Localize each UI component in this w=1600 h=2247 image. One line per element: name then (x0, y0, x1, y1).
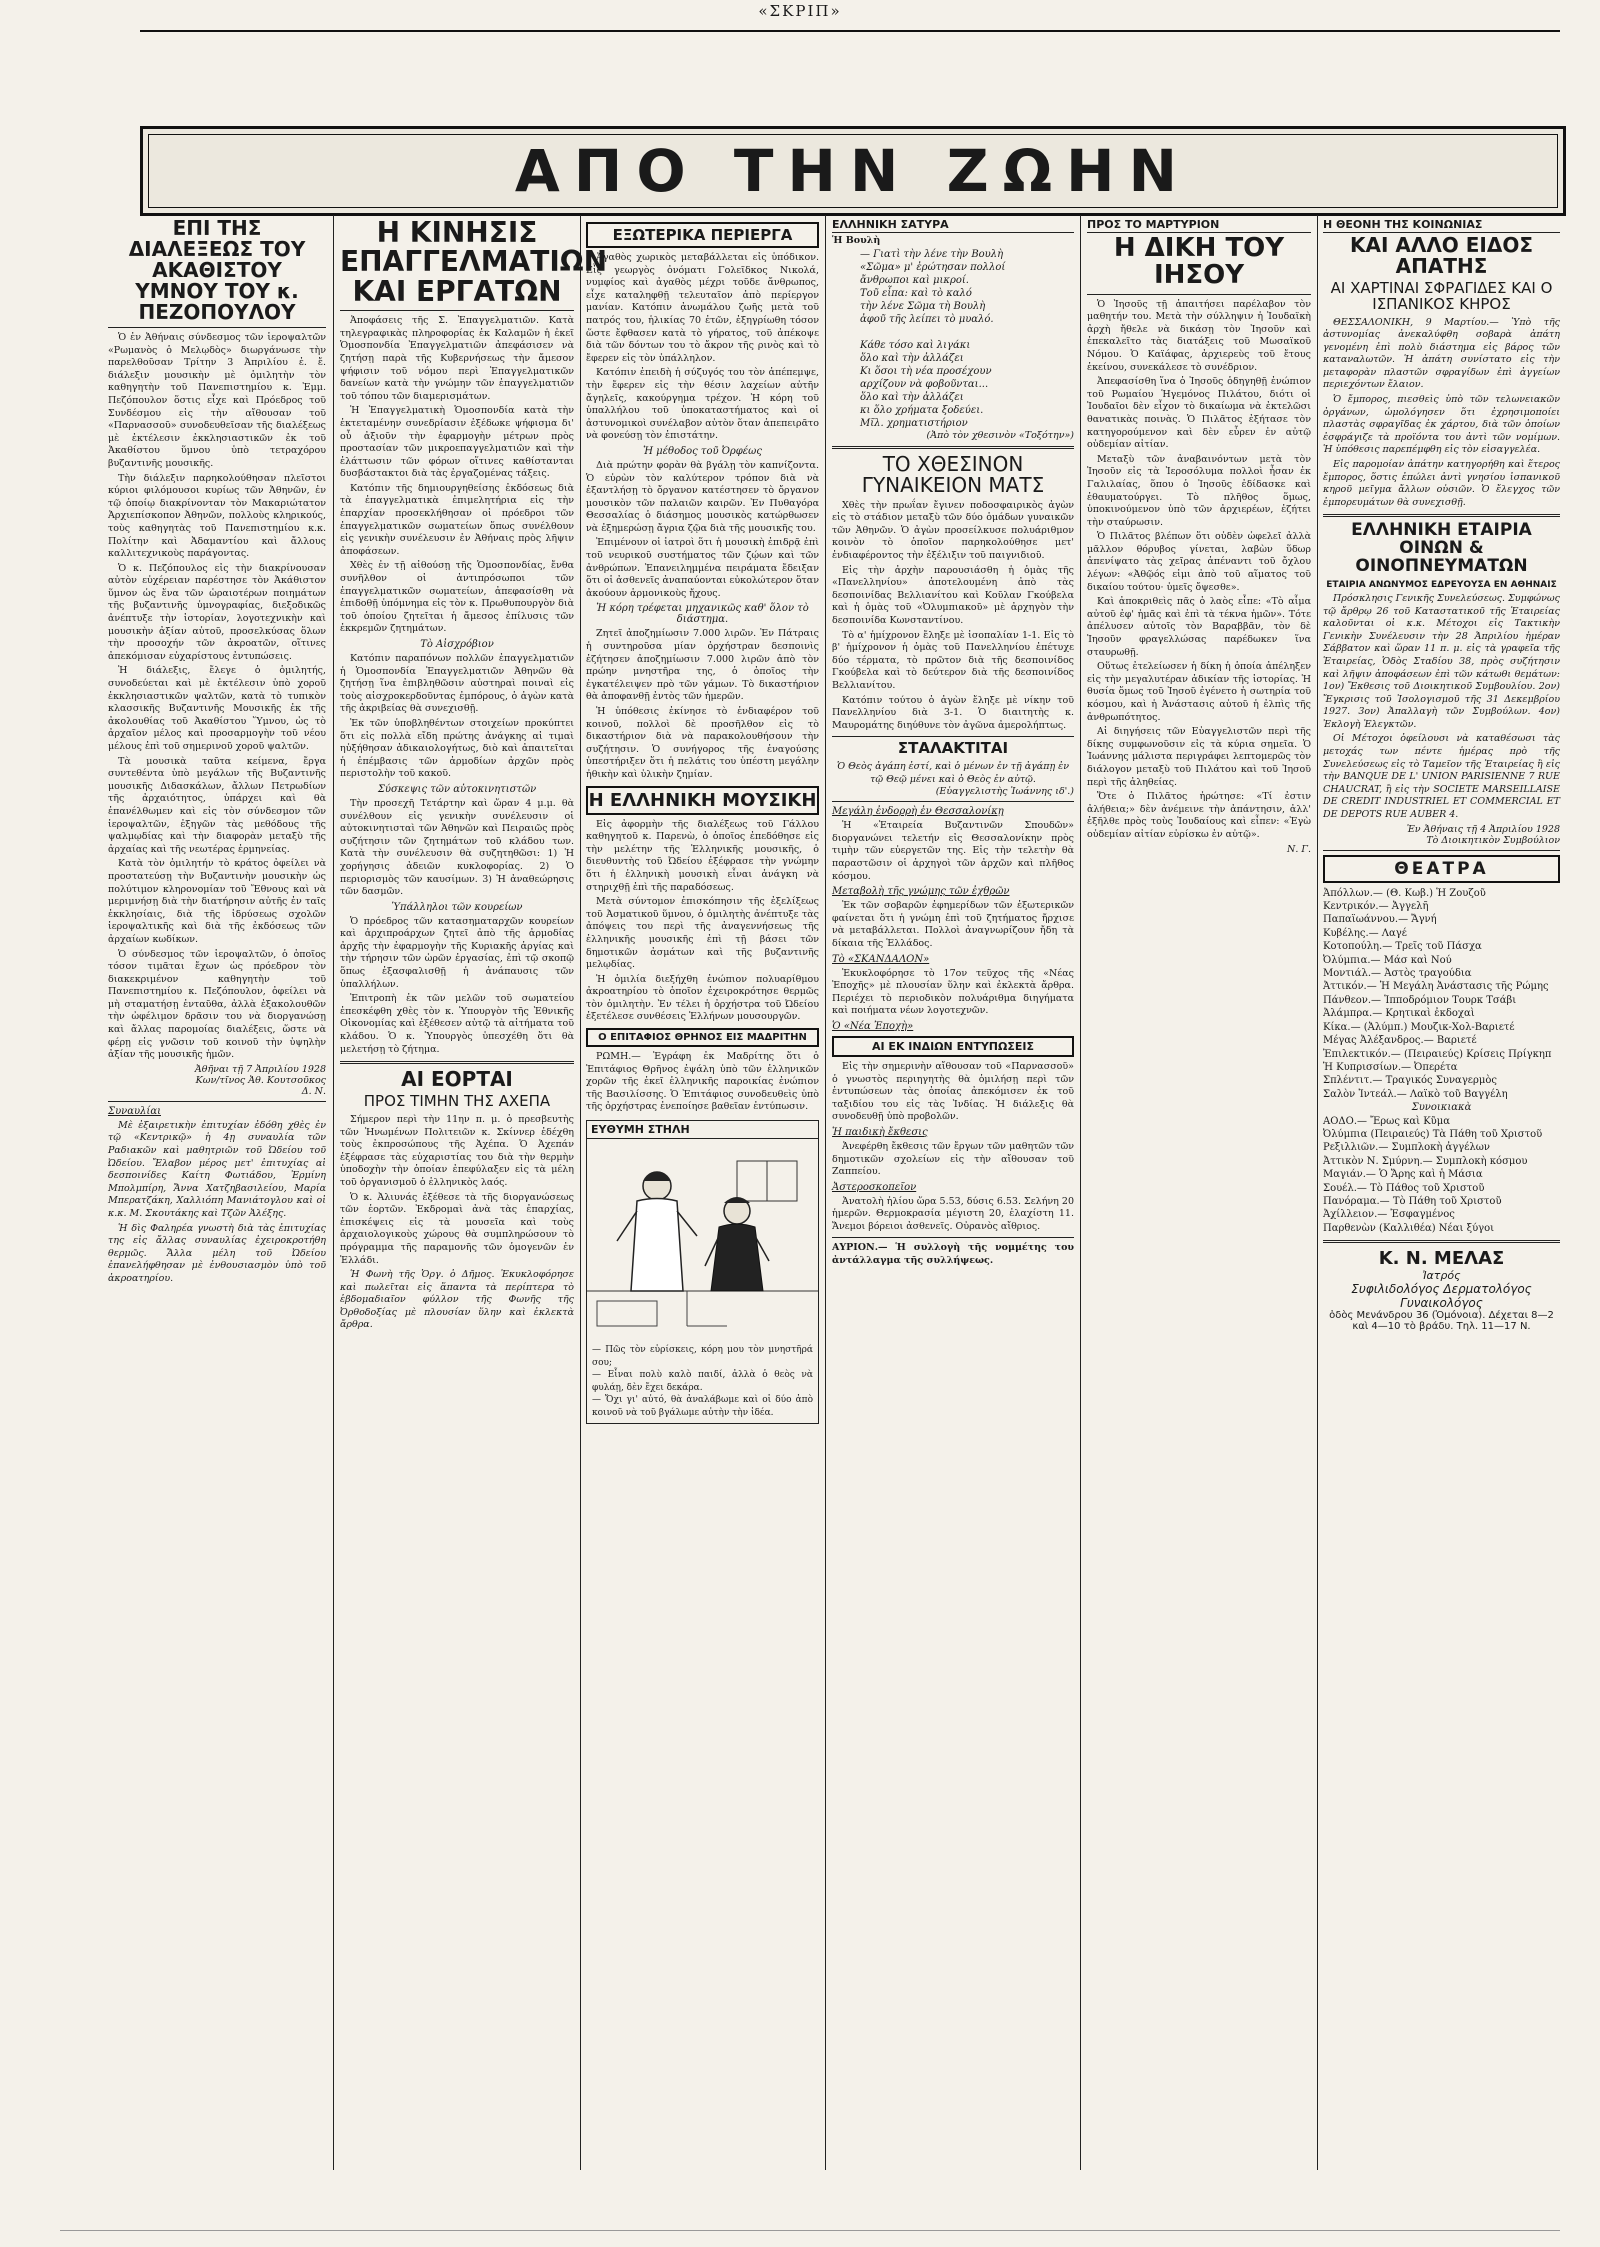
signature: Ἀθῆναι τῇ 7 Ἀπριλίου 1928 Κων/τῖνος Ἀθ. Κουτσοῦκος Δ. Ν. (194, 1063, 326, 1097)
article-body (832, 1141, 1074, 1179)
paragraph: Ὁ κ. Πεζόπουλος εἰς τὴν διακρίνουσαν αὐτὸν εὐχέρειαν παρέστησε τὸν Ἀκάθιστον ὕμνον ὡς ἕνα τῶν ὡραιοτέρων ποιημάτων τῆς βυζαντινῆς ὑμνογραφίας, διεξοδικῶς ἀνέπτυξε τὴν ἱστορίαν, λογοτεχνικὴν καὶ μουσικὴν ἀξίαν αὐτοῦ, προσελκύσας ὅλων τὴν προσοχήν τῶν ἀκροατῶν, οἵτινες ἀπεκόμισαν εὐχαρίστους ἐντυπώσεις. (108, 562, 326, 662)
paragraph: Ἡ «Ἑταιρεία Βυζαντινῶν Σπουδῶν» διοργανώνει τελετήν εἰς Θεσσαλονίκην πρὸς τιμὴν τῶν εὐεργετῶν της. Εἰς τὴν τελετὴν θὰ παραστῶσιν οἱ ἀρχηγοὶ τῶν ἀρχῶν καὶ πλῆθος κόσμου. (832, 820, 1074, 882)
paragraph: Τὴν διάλεξιν παρηκολούθησαν πλεῖστοι κύριοι φιλόμουσοι κυρίως τῶν Ἀθηνῶν, ἐν τῷ ὁποίῳ διακρίνονταν τὸν Μακαριώτατον Ἀρχιεπίσκοπον Ἀθηνῶν, πολλοὺς κληρικούς, τοὺς καθηγητὰς τοῦ Πανεπιστημίου κ.κ. Πολίτην καὶ Ἀδαμαντίου καὶ ἄλλους καλλιτεχνικοὺς παράγοντας. (108, 472, 326, 560)
column-4 (832, 218, 1074, 2168)
paragraph: Μετὰ σύντομον ἐπισκόπησιν τῆς ἐξελίξεως τοῦ Ἀσματικοῦ ὕμνου, ὁ ὁμιλητὴς ἀνέπτυξε τὰς ἀπόψεις του περὶ τῆς ἀναγεννήσεως τῆς ἑλληνικῆς μουσικῆς ἐπὶ τῇ βάσει τῶν δημοτικῶν ἀσμάτων καὶ τῆς βυζαντινῆς μελῳδίας. (586, 896, 819, 971)
theatre-item: Μοντιάλ.— Ἀστὸς τραγούδια (1323, 968, 1472, 980)
theatre-item: Σουέλ.— Τὸ Πάθος τοῦ Χριστοῦ (1323, 1182, 1485, 1194)
article-body (586, 819, 819, 1025)
paragraph: Καὶ ἀποκριθεὶς πᾶς ὁ λαὸς εἶπε: «Τὸ αἷμα αὐτοῦ ἐφ' ἡμᾶς καὶ ἐπὶ τὰ τέκνα ἡμῶν». Τότε ἀπέλυσεν αὐτοῖς τὸν Βαραββᾶν, τὸν δὲ Ἰησοῦν φραγελλώσας παρέδωκεν ἵνα σταυρωθῇ. (1087, 596, 1311, 658)
notice-subheading: ΕΤΑΙΡΙΑ ΑΝΩΝΥΜΟΣ ΕΔΡΕΥΟΥΣΑ ΕΝ ΑΘΗΝΑΙΣ (1326, 579, 1557, 590)
theatre-item: Ἐπιλεκτικόν.— (Πειραιεύς) Κρίσεις Πρίγκηπ (1323, 1048, 1552, 1060)
paragraph: Ἀποφάσεις τῆς Σ. Ἐπαγγελματιῶν. Κατὰ τηλεγραφικὰς πληροφορίας ἐκ Καλαμῶν ἡ ἐκεῖ Ὁμοσπονδία Ἐπαγγελματιῶν ἀπεφάσισεν νὰ ζητήσῃ παρὰ τῆς Κυβερνήσεως τὴν ἄμεσον ψήφισιν τοῦ νόμου περὶ Ἐπαγγελματικῶν δανείων κατὰ τὴν γνώμην τῶν ἐπαγγελματιῶν τοῦ τόπου τῶν διαμερισμάτων. (340, 315, 574, 402)
theatre-item: Κίκα.— (Ἀλύμπ.) Μουζικ-Χολ-Βαριετέ (1323, 1021, 1515, 1033)
doctor-address: ὁδὸς Μενάνδρου 36 (Ὁμόνοια). Δέχεται 8—2 καὶ 4—10 τὸ βράδυ. Τηλ. 11—17 Ν. (1329, 1310, 1554, 1333)
article-body (586, 628, 819, 781)
paragraph: Κατόπιν ἐπειδὴ ἡ σύζυγός του τὸν ἀπέπεμψε, τὴν ἔφερεν εἰς τὴν θέσιν λαχείων αὐτῆν ἄγηλεῖς, κακούργημα τρέχον. Ἡ κόρη τοῦ ὑπαλλήλου τοῦ ὑποκαταστήματος καὶ οἱ ἀστυνομικοὶ συνέλαβον αὐτὸν ὅταν ἀπεπειρᾶτο νὰ φονεύσῃ τὸν ἐπιστάτην. (586, 367, 819, 442)
cartoon-drawing (587, 1141, 818, 1341)
article-body (1087, 299, 1311, 842)
paragraph: Ὁ ἐν Ἀθήναις σύνδεσμος τῶν ἱεροψαλτῶν «Ρωμανὸς ὁ Μελῳδὸς» διωργάνωσε τὴν παρελθοῦσαν Τρίτην 3 Ἀπριλίου ἐ. ἔ. διάλεξιν μουσικὴν μὲ ὁμιλητὴν τὸν καθηγητὴν τοῦ Πανεπιστημίου κ. Ἐμμ. Πεζόπουλον ὅστις εἶχε καὶ Πρόεδρος τοῦ Συνδέσμου εἰς τὴν αἴθουσαν τοῦ «Παρνασσοῦ» συνοδευθεῖσαν τῆς διαλέξεως μὲ ἐκτέλεσιν ἐκκλησιαστικῶν ἐκ τοῦ Ἀκαθίστου ὕμνου ὑπὸ τετραχόρου βυζαντινῆς μουσικῆς. (108, 332, 326, 469)
paragraph: Κατόπιν τούτου ὁ ἀγὼν ἔληξε μὲ νίκην τοῦ Πανελληνίου διὰ 3-1. Ὁ διαιτητὴς κ. Μαυρομάτης διηύθυνε τὸν ἀγῶνα ἀμερολήπτως. (832, 694, 1074, 731)
theatre-item: Ὀλύμπια.— Μάσ καὶ Νού (1323, 954, 1452, 966)
doctor-specialty: Συφιλιδολόγος Δερματολόγος Γυναικολόγος (1351, 1282, 1532, 1311)
paragraph: Ἐκ τῶν ὑποβληθέντων στοιχείων προκύπτει ὅτι εἰς πολλὰ εἴδη πρώτης ἀνάγκης αἱ τιμαὶ ηὐξήθησαν ἀδικαιολογήτως, διὸ καὶ ἀπαιτεῖται ἡ ἐπέμβασις τῶν ἁρμοδίων ἀρχῶν πρὸς περιστολὴν τοῦ κακοῦ. (340, 717, 574, 780)
paragraph: Ἡ διάλεξις, ἔλεγε ὁ ὁμιλητής, συνοδεύεται καὶ μὲ ἐκτέλεσιν ὑπὸ χοροῦ ἐκκλησιαστικῶν ψαλτῶν, κατὰ τὸ τυπικὸν κλασσικῆς Βυζαντινῆς Μουσικῆς ἐκ τῆς ἀκολουθίας τοῦ Ἀκαθίστου Ὕμνου, ὡς τὸ ἀρχαῖον μέλος καὶ προσαρμογὴν τοῦ νέου μέλους ἐπὶ τοῦ σημερινοῦ χοροῦ ψαλτῶν. (108, 665, 326, 752)
divider (108, 327, 326, 328)
column-3 (586, 218, 819, 2168)
article-body (832, 1196, 1074, 1234)
column-2 (340, 216, 607, 2168)
paragraph: Ὁ πρόεδρος τῶν κατασηματαρχῶν κουρείων καὶ ἀρχιπροάρχων ζητεῖ ἀπὸ τῆς ἀρμοδίας ἀρχῆς τὴν ἐφαρμογὴν τῆς Κυριακῆς ἀργίας καὶ τὴν τήρησιν τῶν ὡρῶν ἐργασίας, ἐπὶ τῷ σκοπῷ ὅπως ἐξασφαλισθῇ ἡ ἀνάπαυσις τῶν ὑπαλλήλων. (340, 915, 574, 990)
article-heading: Η ΔΙΚΗ ΤΟΥ ΙΗΣΟΥ (1113, 233, 1285, 291)
theatre-item: Παπαϊωάννου.— Ἄγνή (1323, 914, 1437, 926)
article-heading: Η ΚΙΝΗΣΙΣ ΕΠΑΓΓΕΛΜΑΤΙΩΝ ΚΑΙ ΕΡΓΑΤΩΝ (340, 216, 607, 308)
article-body (832, 820, 1074, 883)
section-title: Συναυλίαι (108, 1105, 161, 1117)
section-title: Ἡ παιδικὴ ἔκθεσις (832, 1126, 928, 1138)
paragraph: Ἀπεφασίσθη ἵνα ὁ Ἰησοῦς ὁδηγηθῇ ἐνώπιον τοῦ Ρωμαίου Ἡγεμόνος Πιλάτου, διότι οἱ Ἰουδαῖοι δὲν εἶχον τὸ δικαίωμα νὰ ἐκτελῶσι θανατικὰς ποινὰς. Ὁ Πιλᾶτος ἐξήτασε τὸν κατηγορούμενον καὶ δὲν εὗρεν ἐν αὐτῷ οὐδεμίαν αἰτίαν. (1087, 376, 1311, 451)
banner-title: ΑΠΟ ΤΗΝ ΖΩΗΝ (514, 137, 1192, 205)
theatre-item: Σαλὸν Ἰντεάλ.— Λαϊκὸ τοῦ Βαγγέλη (1323, 1088, 1508, 1100)
paragraph: ΡΩΜΗ.— Ἐγράφη ἐκ Μαδρίτης ὅτι ὁ Ἐπιτάφιος Θρῆνος ἐψάλη ὑπὸ τῶν ἑλληνικῶν χορῶν τῆς ἐκεῖ ἑλληνικῆς παροικίας ἐνώπιον τῆς Βασιλίσσης. Ὁ Ἐπιτάφιος συνοδευθεὶς ὑπὸ τῆς ὀρχήστρας ἐνεποίησε βαθεῖαν ἐντύπωσιν. (586, 1051, 819, 1113)
theatre-item: Ἀλάμπρα.— Κρητικαὶ ἐκδοχαὶ (1323, 1008, 1475, 1020)
notice-heading: ΕΛΛΗΝΙΚΗ ΕΤΑΙΡΙΑ ΟΙΝΩΝ & ΟΙΝΟΠΝΕΥΜΑΤΩΝ (1351, 520, 1532, 577)
paragraph: Ὁ σύνδεσμος τῶν ἱεροψαλτῶν, ὁ ὁποῖος τόσον τιμᾶται ἔχων ὡς πρόεδρον τὸν διακεκριμένον καθηγητὴν τοῦ Πανεπιστημίου κ. Πεζόπουλον, ὀφείλει νὰ μὴ σταματήσῃ ἐνταῦθα, ἀλλὰ ἐξακολουθῶν τὴν ὠφέλιμον δρᾶσιν του νὰ διοργανώσῃ καὶ ἄλλας παρομοίας διαλέξεις, ὥστε νὰ φέρῃ εἰς γνῶσιν τοῦ κοινοῦ τὴν ὑψηλὴν ἀξίαν τῆς μουσικῆς ἡμῶν. (108, 948, 326, 1061)
paragraph: Σήμερον περὶ τὴν 11ην π. μ. ὁ πρεσβευτὴς τῶν Ἡνωμένων Πολιτειῶν κ. Σκίννερ ἐδέχθη τοὺς ἐκπροσώπους τῆς Ἀχέπα. Ὁ Ἀχεπάν ἐξέφρασε τὰς εὐχαριστίας του διὰ τὴν θερμὴν ὑποδοχὴν τὴν ὁποίαν ἐπεφύλαξεν εἰς τὰ μέλη τοῦ ὀργανισμοῦ ὁ ἑλληνικὸς λαός. (340, 1113, 574, 1188)
article-heading-box: ΕΞΩΤΕΡΙΚΑ ΠΕΡΙΕΡΓΑ (586, 222, 819, 248)
article-body (832, 1061, 1074, 1124)
article-body (340, 653, 574, 781)
article-body (108, 1120, 326, 1286)
divider (832, 736, 1074, 737)
column-rule (1317, 215, 1318, 2170)
theatre-item: Πάνθεον.— Ἱπποδρόμιον Τουρκ Τσάβι (1323, 994, 1517, 1006)
theatre-item: ΑΟΔΟ.— Ἔρως καὶ Κῦμα (1323, 1115, 1450, 1127)
paragraph: Ὁ Ἰησοῦς τῇ ἀπαιτήσει παρέλαβον τὸν μαθητήν του. Μετὰ τὴν σύλληψιν ἡ Ἰουδαϊκὴ ἀρχὴ ἤθελε νὰ δικάσῃ τὸν Ἰησοῦν καὶ ἐπεκαλεῖτο τὰς διατάξεις τοῦ Μωσαϊκοῦ Νόμου. Ὁ Καϊάφας, ἀρχιερεὺς τοῦ ἔτους ἐκείνου, συνεκάλεσε τὸ συνέδριον. (1087, 298, 1311, 373)
theatre-item: Ἀττικόν.— Ἡ Μεγάλη Ἀνάστασις τῆς Ρώμης (1323, 981, 1549, 993)
signature: Ν. Γ. (1287, 843, 1311, 855)
column-rule (1080, 215, 1081, 2170)
paragraph: Εἰς ἀφορμὴν τῆς διαλέξεως τοῦ Γάλλου καθηγητοῦ κ. Παρενὼ, ὁ ὁποῖος ἐπεδόθησε εἰς τὴν μελέτην τῆς Ἑλληνικῆς μουσικῆς, ὁ διευθυντὴς τοῦ Ὠδείου ἐξέφρασε τὴν γνώμην ὅτι ἡ ἑλληνικὴ μουσικὴ εἶναι ἀνάγκη νὰ στηριχθῇ ἐπὶ τῆς παραδόσεως. (586, 818, 819, 893)
top-rule (140, 30, 1560, 32)
divider (832, 1237, 1074, 1238)
paragraph: Κατόπιν παραπόνων πολλῶν ἐπαγγελματιῶν ἡ Ὁμοσπονδία Ἐπαγγελματιῶν Ἀθηνῶν θὰ ζητήσῃ ἵνα ἐπιβληθῶσιν αὐστηραὶ ποιναὶ εἰς τοὺς αἰσχροκερδοῦντας ἐμπόρους, ὁ ἀγὼν κατὰ τῆς ἀκριβείας θὰ συνεχισθῇ. (340, 653, 574, 715)
theatre-item: Ἀττικὸν Ν. Σμύρνη.— Συμπλοκὴ κόσμου (1323, 1155, 1528, 1167)
poem-title: Ἡ Βουλὴ (832, 235, 881, 246)
theatre-item: Ἀπόλλων.— (Θ. Κωβ.) Ἡ Ζουζοῦ (1323, 887, 1486, 899)
article-heading: ΚΑΙ ΑΛΛΟ ΕΙΔΟΣ ΑΠΑΤΗΣ (1349, 233, 1534, 278)
article-body (586, 1051, 819, 1114)
paragraph: Διὰ πρώτην φορὰν θὰ βγάλῃ τὸν καπνίζοντα. Ὁ εὐρὼν τὸν καλύτερον τρόπον διὰ νὰ ἐξαντλήσῃ τὸ ὄργανον κατέστησεν τὸ ὄργανον μουσικὸν τῶν παλαιῶν καιρῶν. Ἐν Πυθαγόρα Θεσσαλίας ὁ διάσημος μουσικὸς κατώρθωσεν νὰ ἐξημερώσῃ ἄγρια ζῷα διὰ τῆς μουσικῆς του. (586, 459, 819, 534)
subheading: Ὑπάλληλοι τῶν κουρείων (391, 901, 523, 913)
paragraph: Ἐπιμένουν οἱ ἰατροὶ ὅτι ἡ μουσικὴ ἐπιδρᾷ ἐπὶ τοῦ νευρικοῦ συστήματος τῶν ζῴων καὶ τῶν ἀνθρώπων. Ἐπανειλημμένα πειράματα ἔδειξαν ὅτι οἱ ἀσθενεῖς ἀναπαύονται εὐκολώτερον ὅταν ἀκούουν ἁρμονικοὺς ἤχους. (586, 537, 820, 599)
paragraph: Πρόσκλησις Γενικῆς Συνελεύσεως. Συμφώνως τῷ ἄρθρῳ 26 τοῦ Καταστατικοῦ τῆς Ἑταιρείας καλοῦνται οἱ κ.κ. Μέτοχοι εἰς Τακτικὴν Γενικὴν Συνέλευσιν τὴν 28 Ἀπριλίου ἡμέραν Σάββατον καὶ ὥραν 11 π. μ. εἰς τὰ γραφεῖα τῆς Ἑταιρείας, Ὁδὸς Σταδίου 38, πρὸς συζήτησιν καὶ λῆψιν ἀποφάσεων ἐπὶ τῶν κάτωθι θεμάτων: 1ον) Ἔκθεσις τοῦ Διοικητικοῦ Συμβουλίου. 2ον) Ἔγκρισις τοῦ Ἰσολογισμοῦ τῆς 31 Δεκεμβρίου 1927. 3ον) Ἀπαλλαγὴ τῶν Συμβούλων. 4ον) Ἐκλογὴ Ἐλεγκτῶν. (1323, 592, 1560, 730)
notice-signature: Ἐν Ἀθήναις τῇ 4 Ἀπριλίου 1928 Τὸ Διοικητικὸν Συμβούλιον (1406, 823, 1560, 846)
theatre-item: Ἀχίλλειον.— Ἐσφαγμένος (1323, 1209, 1455, 1221)
footer-note: ΑΥΡΙΟΝ.— Ἡ συλλογὴ τῆς νομμέτης του ἀντάλλαγμα τῆς συλλήψεως. (832, 1242, 1074, 1267)
divider (108, 1101, 326, 1102)
section-title: Μεταβολὴ τῆς γνώμης τῶν ἐχθρῶν (832, 886, 1010, 898)
cartoon-illustration (586, 1120, 819, 1424)
article-heading-box: Ο ΕΠΙΤΑΦΙΟΣ ΘΡΗΝΟΣ ΕΙΣ ΜΑΔΡΙΤΗΝ (586, 1028, 819, 1047)
paragraph: Ἀνατολὴ ἡλίου ὥρα 5.53, δύσις 6.53. Σελήνη 20 ἡμερῶν. Θερμοκρασία μέγιστη 20, ἐλαχίστη 11. Ἄνεμοι βόρειοι ἀσθενεῖς. Οὐρανὸς αἴθριος. (832, 1195, 1074, 1232)
paragraph: Ὁ ἔμπορος, πιεσθεὶς ὑπὸ τῶν τελωνειακῶν ὀργάνων, ὡμολόγησεν ὅτι ἐχρησιμοποίει πλαστὰς σφραγῖδας ἐκ χάρτου, διὰ τῶν ὁποίων ἐσφράγιζε τὰ προϊόντα του ἀντὶ τῶν νομίμων. Ἡ ὑπόθεσις παρεπέμφθη εἰς τὸν εἰσαγγελέα. (1323, 394, 1560, 456)
paragraph: Κατὰ τὸν ὁμιλητήν τὸ κράτος ὀφείλει νὰ προστατεύσῃ τὴν Βυζαντινὴν μουσικὴν ὡς πολύτιμον κληρονομίαν τοῦ Ἔθνους καὶ νὰ μεριμνήσῃ διὰ τὴν διατήρησιν αὐτῆς ἐν ταῖς ἐκκλησίαις, διὰ τῆς ἱδρύσεως σχολῶν ἱεροψαλτικῆς καὶ διὰ τῆς ἐκδόσεως τῶν ἀρχαίων κωδίκων. (108, 858, 326, 945)
paragraph: Τὴν προσεχῆ Τετάρτην καὶ ὥραν 4 μ.μ. θὰ συνέλθουν εἰς γενικὴν συνέλευσιν οἱ αὐτοκινητισταὶ τῶν Ἀθηνῶν καὶ Πειραιῶς πρὸς συζήτησιν τῶν ζητημάτων τοῦ κλάδου των. Κατὰ τὴν συνέλευσιν θὰ συζητηθῶσι: 1) Ἡ χορήγησις ἀδειῶν κυκλοφορίας. 2) Ὁ περιορισμὸς τῶν καυσίμων. 3) Ἡ ἀναθεώρησις τῶν δασμῶν. (340, 797, 574, 898)
article-heading-box: ΑΙ ΕΚ ΙΝΔΙΩΝ ΕΝΤΥΠΩΣΕΙΣ (832, 1036, 1074, 1057)
poem-source: (Ἀπὸ τὸν χθεσινὸν «Τοξότην») (926, 429, 1074, 441)
article-heading-box: Η ΕΛΛΗΝΙΚΗ ΜΟΥΣΙΚΗ (586, 786, 819, 815)
subheading: Σύσκεψις τῶν αὐτοκινητιστῶν (377, 783, 537, 795)
cartoon-title: ΕΥΘΥΜΗ ΣΤΗΛΗ (587, 1121, 818, 1139)
paragraph: Οἱ Μέτοχοι ὀφείλουσι νὰ καταθέσωσι τὰς μετοχάς των πέντε ἡμέρας πρὸ τῆς Συνελεύσεως εἰς τὸ Ταμεῖον τῆς Ἑταιρείας ἢ εἰς τὴν BANQUE DE L' UNION PARISIENNE 7 RUE CHAUCRAT, ἢ εἰς τὴν SOCIETE MARSEILLAISE DE CREDIT INDUSTRIEL ET COMMERCIAL ET DE DEPOTS RUE AUBER 4. (1323, 733, 1560, 821)
quote-source: (Εὐαγγελιστὴς Ἰωάννης ιδ'.) (935, 786, 1074, 798)
cartoon-caption: — Πῶς τὸν εὑρίσκεις, κόρη μου τὸν μνηστῆρά σου; — Εἶναι πολὺ καλὸ παιδί, ἀλλὰ ὁ θεὸς νὰ φυλάῃ, δὲν ἔχει δεκάρα. — Ὄχι γι' αὐτό, θὰ ἀναλάβωμε καὶ οἱ δύο ἀπὸ κοινοῦ νὰ τοῦ βγάλωμε αὐτὴν τὴν ἰδέα. (592, 1345, 813, 1418)
article-body (832, 968, 1074, 1018)
paragraph: Ἡ δὶς Φαληρέα γνωστὴ διὰ τὰς ἐπιτυχίας της εἰς ἄλλας συναυλίας ἐχειροκροτήθη θερμῶς. Ἄλλα μέλη τοῦ Ὠδείου ἐπανελήφθησαν μὲ ἐνθουσιασμὸν ὑπὸ τοῦ ἀκροατηρίου. (108, 1222, 326, 1284)
article-body (1323, 317, 1560, 510)
paragraph: Ἡ ὑπόθεσις ἐκίνησε τὸ ἐνδιαφέρον τοῦ κοινοῦ, πολλοὶ δὲ προσῆλθον εἰς τὸ δικαστήριον διὰ νὰ παρακολουθήσουν τὴν συζήτησιν. Ὁ συνήγορος τῆς ἐναγούσης ὑπεστήριξεν ὅτι ἡ πελάτις του ὑπέστη μεγάλην ἠθικὴν καὶ ὑλικὴν ζημίαν. (586, 706, 819, 780)
section-heading: ΣΤΑΛΑΚΤΙΤΑΙ (897, 739, 1009, 758)
bottom-rule (60, 2230, 1560, 2231)
article-body (832, 500, 1074, 733)
section-title: Ὁ «Νέα Ἐποχὴ» (832, 1020, 914, 1032)
theatre-item: Συνοικιακὰ (1411, 1102, 1472, 1114)
theatre-item: Κυβέλης.— Λαγέ (1323, 927, 1407, 939)
poem: — Γιατὶ τὴν λένε τὴν Βουλὴ «Σῶμα» μ' ἐρώτησαν πολλοί ἄνθρωποι καὶ μικροί. Τοῦ εἶπα: καὶ τὸ καλό τὴν λένε Σῶμα τὴ Βουλὴ ἀφοῦ τῆς λείπει τὸ μυαλό. Κάθε τόσο καὶ λιγάκι ὅλο καὶ τὴν ἀλλάζει Κι ὅσοι τὴ νέα προσέχουν αρχίζουν νὰ φοβοῦνται... ὅλο καὶ τὴν ἀλλάζει κι ὅλο χρήματα ξοδεύει. Μῖλ. χρηματιστήριον (860, 248, 1006, 429)
paragraph: Ἀγαθὸς χωρικὸς μεταβάλλεται εἰς ὑπόδικον. Εἷς γεωργὸς ὀνόματι Γολεῖδκος Νικολά, νυμφίος καὶ ἀγαθὸς μέχρι τοῦδε ἄνθρωπος, εἶχε καταληφθῇ τελευταῖον ἀπὸ περίεργον μανίαν. Κατόπιν ἀνωμάλου ζωῆς μετὰ τοῦ πατρός του, ἡλικίας 70 ἐτῶν, ἐξηγρίωθη τόσον ὥστε ἔφθασεν κατὰ τὸ γήρατος, τοῦ ἀπέκοψε διὰ τῶν δόντων του τὸ ἄκρον τῆς ρινὸς καὶ τὸ ἔφερεν εἰς τὸν ὑπάλληλον. (586, 252, 819, 364)
company-notice (1323, 522, 1560, 590)
theatre-item: Κοτοπούλη.— Τρεῖς τοῦ Πάσχα (1323, 941, 1482, 953)
paragraph: Αἱ διηγήσεις τῶν Εὐαγγελιστῶν περὶ τῆς δίκης συμφωνοῦσιν εἰς τὰ κύρια σημεῖα. Ὁ Ἰωάννης μάλιστα περιγράφει λεπτομερῶς τὸν διάλογον μεταξὺ τοῦ Πιλάτου καὶ τοῦ Ἰησοῦ περὶ τῆς ἀληθείας. (1087, 726, 1311, 788)
divider (1323, 1240, 1560, 1243)
paragraph: Ὁ κ. Ἀλιυνάς ἐξέθεσε τὰ τῆς διοργανώσεως τῶν ἑορτῶν. Ἐκδρομαὶ ἀνὰ τὰς ἐπαρχίας, ἐπισκέψεις εἰς τὰ μουσεῖα καὶ τοὺς ἀρχαιολογικοὺς χώρους θὰ συμπληρώσουν τὸ πρόγραμμα τῆς παραμονῆς τῶν ὁμογενῶν ἐν Ἑλλάδι. (340, 1191, 574, 1266)
divider (1087, 294, 1311, 295)
paragraph: Ζητεῖ ἀποζημίωσιν 7.000 λιρῶν. Ἐν Πάτραις ἡ συντηροῦσα μίαν ὀρχήστραν δεσποινὶς ἐζήτησεν ἀποζημίωσιν 7.000 λιρῶν ἀπὸ τὸν πρώην μνηστῆρα της, ὁ ὁποῖος τὴν ἐγκατέλειψεν πρὸ τῶν γάμων. Τὸ δικαστήριον θὰ ἀποφανθῇ ἐντὸς τῶν ἡμερῶν. (586, 628, 819, 703)
paragraph: Εἰς τὴν σημερινὴν αἴθουσαν τοῦ «Παρνασσοῦ» ὁ γνωστὸς περιηγητὴς θὰ ὁμιλήσῃ περὶ τῶν ἐντυπώσεων τὰς ὁποίας ἀπεκόμισεν ἐκ τοῦ ταξιδίου του εἰς τὰς Ἰνδίας. Ἡ διάλεξις θὰ συνοδευθῇ ὑπὸ προβολῶν. (832, 1060, 1074, 1123)
divider (832, 446, 1074, 449)
column-rule (580, 215, 581, 2170)
article-heading: ΑΙ ΕΟΡΤΑΙ (401, 1067, 513, 1092)
article-subheading: ΠΡΟΣ ΤΙΜΗΝ ΤΗΣ ΑΧΕΠΑ (363, 1092, 551, 1111)
subheading: Τὸ Αἰσχρόβιον (420, 639, 494, 651)
paragraph: Ἀνεφέρθη ἔκθεσις τῶν ἔργων τῶν μαθητῶν τῶν δημοτικῶν σχολείων εἰς τὴν αἴθουσαν τοῦ Ζαππείου. (832, 1140, 1074, 1178)
paragraph: Οὕτως ἐτελείωσεν ἡ δίκη ἡ ὁποία ἀπέληξεν εἰς τὴν μεγαλυτέραν ἀδικίαν τῆς ἱστορίας. Ἡ θυσία ὅμως τοῦ Ἰησοῦ ἐγένετο ἡ σωτηρία τοῦ κόσμου, καὶ ἡ Ἀνάστασις αὐτοῦ ἡ ἐλπὶς τῆς ἀνθρωπότητος. (1087, 661, 1311, 723)
theatre-item: Παρθενὼν (Καλλιθέα) Νέαι ξύγοι (1323, 1222, 1495, 1234)
column-1 (108, 218, 326, 2168)
masthead-name: «ΣΚΡΙΠ» (758, 2, 842, 20)
paragraph: ΘΕΣΣΑΛΟΝΙΚΗ, 9 Μαρτίου.— Ὑπὸ τῆς ἀστυνομίας ἀνεκαλύφθη σοβαρὰ ἀπάτη γενομένη ἐπὶ πολὺ διάστημα εἰς βάρος τῶν καταναλωτῶν. Ἡ ἀπάτη συνίστατο εἰς τὴν μεταφορὰν πλαστῶν σφραγίδων ἐπὶ ἀγγείων περιεχόντων ἔλαιον. (1323, 316, 1560, 391)
paragraph: Κατόπιν τῆς δημιουργηθείσης ἐκδόσεως διὰ τὰ ἐπαγγελματικὰ ἐπιμελητήρια εἰς τὴν ἐπαρχίαν προσεκλήθησαν οἱ πρόεδροι τῶν ἐπαγγελματικῶν σωματείων ὅπως συνέλθουν εἰς γενικὴν συνέλευσιν ἐν Ἀθήναις πρὸς λῆψιν ἀποφάσεων. (340, 482, 574, 557)
article-body (340, 1114, 574, 1332)
article-subheading: ΑΙ ΧΑΡΤΙΝΑΙ ΣΦΡΑΓΙΔΕΣ ΚΑΙ Ο ΙΣΠΑΝΙΚΟΣ ΚΗΡΟΣ (1330, 279, 1553, 313)
column-5 (1087, 218, 1311, 2168)
doctor-name: Κ. Ν. ΜΕΛΑΣ (1378, 1248, 1505, 1270)
article-body (340, 916, 574, 1057)
paragraph: Ἡ Φωνὴ τῆς Ὁργ. ὁ Δῆμος. Ἐκυκλοφόρησε καὶ πωλεῖται εἰς ἅπαντα τὰ περίπτερα τὸ ἑβδομαδιαῖον φύλλον τῆς Φωνῆς τῆς Ὀρθοδοξίας μὲ πλουσίαν ὕλην καὶ ἐκλεκτὰ ἄρθρα. (340, 1269, 574, 1331)
article-heading: ΤΟ ΧΘΕΣΙΝΟΝ ΓΥΝΑΙΚΕΙΟΝ ΜΑΤΣ (861, 451, 1045, 497)
column-kicker: ΠΡΟΣ ΤΟ ΜΑΡΤΥΡΙΟΝ (1087, 218, 1311, 233)
notice-body (1323, 593, 1560, 822)
theatre-list (1323, 887, 1560, 1236)
paragraph: Χθὲς ἐν τῇ αἰθούσῃ τῆς Ὁμοσπονδίας, ἔνθα συνῆλθον οἱ ἀντιπρόσωποι τῶν ἐπαγγελματικῶν σωματείων, ἀπεφασίσθη νὰ ἐπιδοθῇ ὑπόμνημα εἰς τὸν κ. Πρωθυπουργὸν διὰ τοῦ ὁποίου ζητεῖται ἡ ἄμεσος ἐπίλυσις τῶν ἐκκρεμῶν ζητημάτων. (340, 560, 574, 635)
paragraph: Εἰς τὴν ἀρχὴν παρουσιάσθη ἡ ὁμὰς τῆς «Πανελληνίου» ἀποτελουμένη ἀπὸ τὰς δεσποινίδας Βελλιανίτου καὶ Κοῦλαν Γκούβελα καὶ ἡ ὁμὰς τοῦ «Ὀλυμπιακοῦ» μὲ ἀρχηγὸν τὴν δεσποινίδα Κωνσταντίνου. (832, 564, 1074, 626)
paragraph: Ἐκυκλοφόρησε τὸ 17ον τεῦχος τῆς «Νέας Ἐποχῆς» μὲ πλουσίαν ὕλην καὶ ἐκλεκτὰ ἄρθρα. Περιέχει τὸ περιοδικὸν πολυάριθμα διηγήματα καὶ ποιήματα νέων λογοτεχνῶν. (832, 967, 1074, 1017)
section-title: Ἀστεροσκοπεῖον (832, 1181, 917, 1193)
subheading: Ἡ μέθοδος τοῦ Ὀρφέως (643, 445, 762, 457)
paragraph: Ἡ Ἐπαγγελματικὴ Ὁμοσπονδία κατὰ τὴν ἐκτεταμένην συνεδρίασιν ἐξέδωκε ψήφισμα δι' οὗ ἀξιοῦν τὴν ἐφαρμογὴν μέτρων πρὸς προστασίαν τῶν μικροεπαγγελματιῶν καὶ τὴν ἐλάττωσιν τῶν φόρων οἵτινες καθίστανται δυσβάστακτοι διὰ τὰς ἐργαζομένας τάξεις. (340, 405, 574, 480)
article-body (340, 315, 574, 636)
paragraph: Μεταξὺ τῶν ἀναβαινόντων μετὰ τὸν Ἰησοῦν εἰς τὰ Ἱεροσόλυμα πολλοὶ ἦσαν ἐκ Γαλιλαίας, ὅπου ὁ Ἰησοῦς ἐδίδασκε καὶ ἐθαυματούργει. Τὸ πλῆθος ὅμως, ὑποκινούμενον ὑπὸ τῶν ἀρχιερέων, ἐζήτει τὴν σταύρωσιν. (1087, 453, 1311, 528)
column-6 (1323, 218, 1560, 2168)
section-banner (140, 126, 1566, 216)
section-title: Τὸ «ΣΚΑΝΔΑΛΟΝ» (832, 953, 930, 965)
article-body (832, 900, 1074, 950)
subheading: Ἡ κόρη τρέφεται μηχανικῶς καθ' ὅλον τὸ διάστημα. (596, 603, 809, 626)
column-kicker: Η ΘΕΟΝΗ ΤΗΣ ΚΟΙΝΩΝΙΑΣ (1323, 218, 1560, 233)
theatre-item: Ἡ Κυπρισσίων.— Ὀπερέτα (1323, 1061, 1458, 1073)
paragraph: Τὰ μουσικὰ ταῦτα κείμενα, ἔργα συντεθέντα ὑπὸ μεγάλων τῆς Βυζαντινῆς μουσικῆς Διδασκάλων, ἄλλων Πετρωδίων τῆς ἀρχαιότητος, ὑπάρχει καὶ θὰ ἐπανέλθωμεν καὶ εἰς τὸν σύνδεσμον τῶν ἱεροψαλτῶν, ἐξηγῶν τὰς μεθόδους τῆς ψαλμῳδίας καὶ τὴν διαφορὰν μεταξὺ τῆς ἀρχαίας καὶ τῆς νεωτέρας ἑρμηνείας. (108, 755, 326, 855)
article-body (108, 332, 326, 1062)
section-title: Μεγάλη ἐνδορρὴ ἐν Θεσσαλονίκῃ (832, 806, 1004, 818)
article-body (586, 252, 819, 443)
column-kicker: ΕΛΛΗΝΙΚΗ ΣΑΤΥΡΑ (832, 218, 1074, 233)
doctor-ad (1323, 1248, 1560, 1332)
divider (1323, 514, 1560, 517)
column-rule (333, 215, 334, 2170)
paragraph: Ἐπιτροπὴ ἐκ τῶν μελῶν τοῦ σωματείου ἐπεσκέφθη χθὲς τὸν κ. Ὑπουργὸν τῆς Ἐθνικῆς Οἰκονομίας καὶ ἐξέθεσεν αὐτῷ τὰ αἰτήματα τοῦ κλάδου. Ὁ κ. Ὑπουργὸς ὑπεσχέθη ὅτι θὰ μελετήσῃ τὸ ζήτημα. (340, 993, 574, 1055)
paragraph: Ἡ ὁμιλία διεξήχθη ἐνώπιον πολυαρίθμου ἀκροατηρίου τὸ ὁποῖον ἐχειροκρότησε θερμῶς τὸν ὁμιλητὴν. Ἐν τέλει ἡ ὀρχήστρα τοῦ Ὠδείου ἐξετέλεσε συνθέσεις Ἑλλήνων μουσουργῶν. (586, 973, 819, 1023)
theatre-item: Πανόραμα.— Τὸ Πάθη τοῦ Χριστοῦ (1323, 1195, 1502, 1207)
doctor-title: Ἰατρός (1422, 1269, 1461, 1283)
paragraph: Ἐκ τῶν σοβαρῶν ἐφημερίδων τῶν ἐξωτερικῶν φαίνεται ὅτι ἡ γνώμη ἐπὶ τοῦ ζητήματος ἤρχισε νὰ μεταβάλλεται. Πολλοὶ ἀναγνωρίζουν ἤδη τὰ δίκαια τῆς Ἑλλάδος. (832, 900, 1074, 949)
paragraph: Χθὲς τὴν πρωΐαν ἔγινεν ποδοσφαιρικὸς ἀγὼν εἰς τὸ στάδιον μεταξὺ τῶν δύο ὁμάδων γυναικῶν τῶν Ἀθηνῶν. Ὁ ἀγὼν προσείλκυσε πολυάριθμον κοινὸν τὸ ὁποῖον παρηκολούθησε μετ' ἐνδιαφέροντος τὴν ἐξέλιξιν τοῦ παιγνιδιοῦ. (832, 499, 1074, 561)
paragraph: Ὁ Πιλᾶτος βλέπων ὅτι οὐδὲν ὠφελεῖ ἀλλὰ μᾶλλον θόρυβος γίνεται, λαβὼν ὕδωρ ἀπενίψατο τὰς χεῖρας ἀπέναντι τοῦ ὄχλου λέγων: «Ἀθῷός εἰμι ἀπὸ τοῦ αἵματος τοῦ δικαίου τούτου· ὑμεῖς ὄψεσθε». (1087, 531, 1311, 593)
article-heading: ΕΠΙ ΤΗΣ ΔΙΑΛΕΞΕΩΣ ΤΟΥ ΑΚΑΘΙΣΤΟΥ ΥΜΝΟΥ ΤΟΥ κ. ΠΕΖΟΠΟΥΛΟΥ (128, 216, 306, 324)
paragraph: Εἰς παρομοίαν ἀπάτην κατηγορήθη καὶ ἕτερος ἔμπορος, ὅστις ἐπώλει ἀντὶ γνησίου ἰσπανικοῦ κηροῦ μεῖγμα ἄλλων οὐσιῶν. Ὁ ἔλεγχος τῶν ἐμπορευμάτων θὰ συνεχισθῇ. (1323, 459, 1560, 508)
theatre-item: Σπλέντιτ.— Τραγικός Συναγερμὸς (1323, 1075, 1497, 1087)
divider (832, 801, 1074, 802)
paragraph: Ὅτε ὁ Πιλᾶτος ἠρώτησε: «Τί ἐστιν ἀλήθεια;» δὲν ἀνέμεινε τὴν ἀπάντησιν, ἀλλ' ἐξῆλθε πρὸς τοὺς Ἰουδαίους καὶ εἶπεν: «Ἐγὼ οὐδεμίαν αἰτίαν εὑρίσκω ἐν αὐτῷ». (1087, 791, 1311, 840)
column-rule (825, 215, 826, 2170)
article-body (340, 798, 574, 899)
theatre-heading: ΘΕΑΤΡΑ (1323, 855, 1560, 883)
divider (340, 310, 574, 311)
theatre-item: Μαγιάν.— Ὁ Ἄρης καὶ ἡ Μάσια (1323, 1169, 1483, 1181)
quote: Ὁ Θεὸς ἀγάπη ἐστί, καὶ ὁ μένων ἐν τῇ ἀγάπῃ ἐν τῷ Θεῷ μένει καὶ ὁ Θεὸς ἐν αὐτῷ. (836, 761, 1070, 785)
paragraph: Μὲ ἐξαιρετικὴν ἐπιτυχίαν ἐδόθη χθὲς ἐν τῷ «Κεντρικῷ» ἡ 4ῃ συναυλία τῶν Ραδιακῶν καὶ μαθητριῶν τοῦ Ὠδείου τοῦ Ὠδείου. Ἔλαβον μέρος μετ' ἐπιτυχίας αἱ δεσποινίδες Καίτη Φωτιάδου, Ἐρμίνη Μπολμπίρη, Ἄννα Χατζηβασιλείου, Μαρία Μπερατζάκη, Χαλλιόπη Μανιάτογλου καὶ οἱ κ.κ. Μ. Σκουτάκης καὶ Τζῶν Ἀλέξης. (108, 1119, 326, 1219)
article-body (586, 460, 819, 601)
divider (340, 1061, 574, 1064)
theatre-item: Μέγας Ἀλέξανδρος.— Βαριετέ (1323, 1035, 1477, 1047)
paragraph: Τὸ α' ἡμίχρονον ἔληξε μὲ ἰσοπαλίαν 1-1. Εἰς τὸ β' ἡμίχρονον ἡ ὁμὰς τοῦ Πανελληνίου ἐπέτυχε δύο τέρματα, τὸ πρῶτον διὰ τῆς δεσποινίδος Γκούβελα καὶ τὸ δεύτερον διὰ τῆς δεσποινίδος Βελλιανίτου. (832, 629, 1074, 691)
theatre-item: Κεντρικόν.— Ἀγγελῆ (1323, 901, 1429, 913)
divider (1323, 850, 1560, 851)
theatre-item: Ὀλύμπια (Πειραιεύς) Τὰ Πάθη τοῦ Χριστοῦ (1323, 1128, 1543, 1140)
theatre-item: Ρεξιλλιῶν.— Συμπλοκὴ ἀγγέλων (1323, 1142, 1490, 1154)
